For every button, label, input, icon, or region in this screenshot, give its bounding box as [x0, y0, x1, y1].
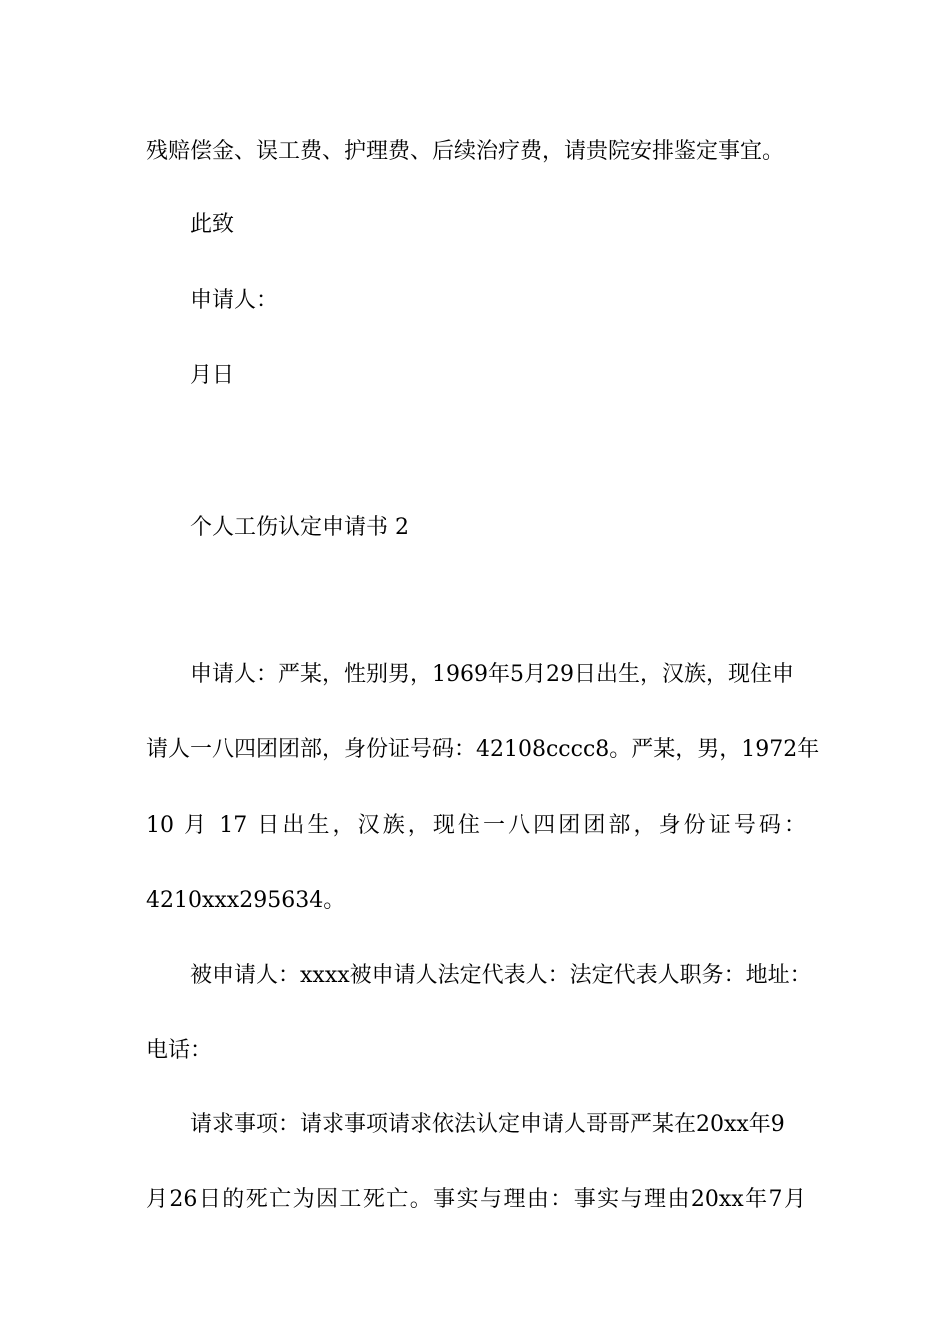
text-line-compensation-items: 残赔偿金、误工费、护理费、后续治疗费，请贵院安排鉴定事宜。	[146, 139, 785, 164]
document-title: 个人工伤认定申请书 2	[190, 515, 409, 540]
text-line-salutation: 此致	[190, 212, 235, 237]
text-line-applicant-info-1: 申请人：严某，性别男，1969年5月29日出生，汉族，现住申	[190, 662, 794, 687]
text-line-request-2: 月26日的死亡为因工死亡。事实与理由：事实与理由20xx年7月	[146, 1187, 806, 1212]
text-line-applicant-info-3: 10 月 17 日出生，汉族，现住一八四团团部，身份证号码：	[146, 813, 806, 838]
text-line-applicant-signature: 申请人：	[190, 288, 279, 313]
text-line-applicant-info-4: 4210xxx295634。	[146, 888, 346, 913]
text-line-date: 月日	[190, 363, 235, 388]
text-line-applicant-info-2: 请人一八四团团部，身份证号码：42108cccc8。严某，男，1972年	[146, 737, 820, 762]
text-line-respondent-info: 被申请人：xxxx被申请人法定代表人：法定代表人职务：地址：	[190, 963, 812, 988]
text-line-phone: 电话：	[146, 1038, 213, 1063]
text-line-request-1: 请求事项：请求事项请求依法认定申请人哥哥严某在20xx年9	[190, 1112, 785, 1137]
